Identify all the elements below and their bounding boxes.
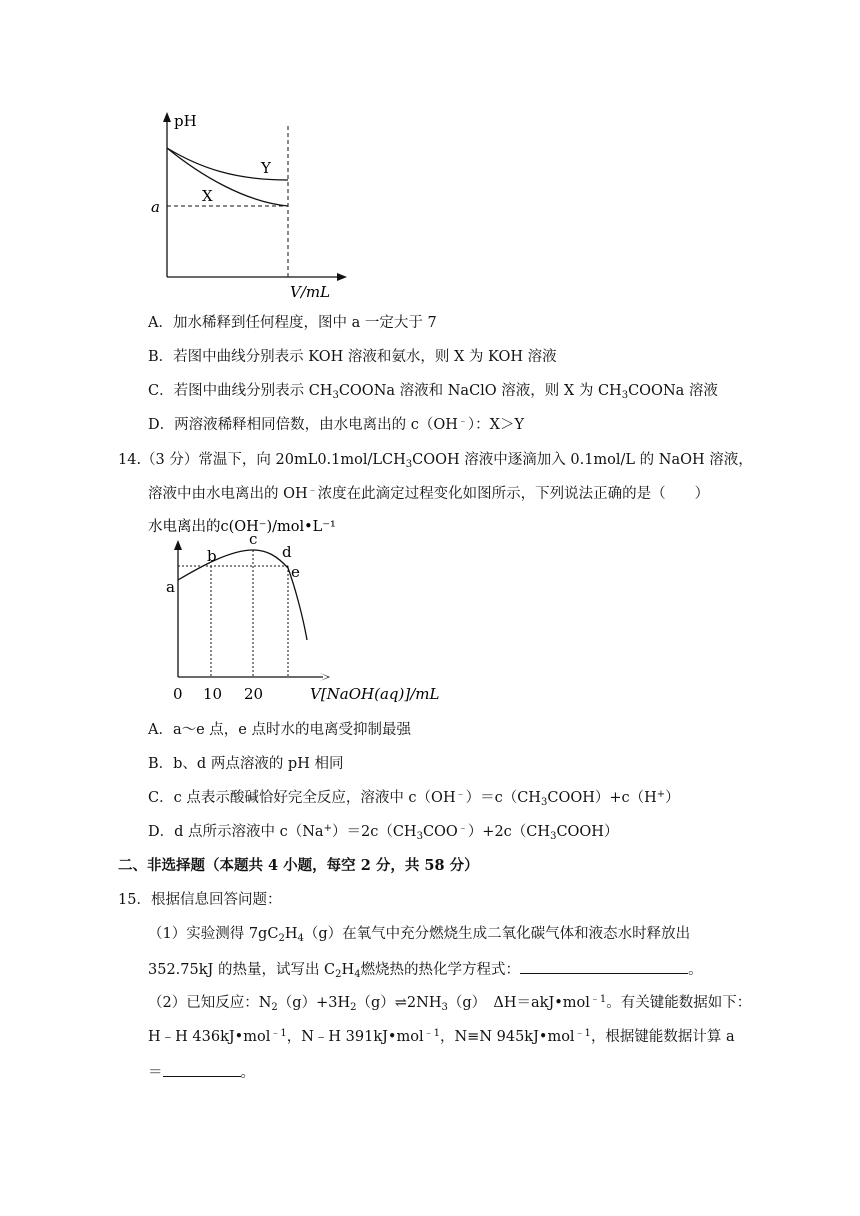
curve-x [167,148,288,206]
q15-part2-line3 [148,1064,255,1081]
x-axis-label: V/mL [290,283,331,301]
q13-option-a: A．加水稀释到任何程度，图中 a 一定大于 7 [148,315,437,331]
q15-p2-text8: ，N≡N 945kJ•mol [439,1029,575,1045]
q15-p1-end: 。 [688,962,703,978]
q15-p2-text6: H﹣H 436kJ•mol [148,1029,271,1045]
superscript: + [656,789,666,800]
q13-d-text1: D．两溶液稀释相同倍数，由水电离出的 c（OH [148,417,458,433]
q15-part1-line2 [148,961,703,978]
superscript: ﹣1 [423,1028,440,1039]
q14-stem-text3: 溶液中由水电离出的 OH [148,486,308,502]
q15-p1-text4: 352.75kJ 的热量，试写出 C [148,962,336,978]
subscript: 3 [441,1002,448,1013]
q15-p1-text6: 燃烧热的热化学方程式： [360,962,521,978]
q13-option-b: B．若图中曲线分别表示 KOH 溶液和氨水，则 X 为 KOH 溶液 [148,349,557,365]
graph-title: 水电离出的c(OH⁻)/mol•L⁻¹ [148,519,336,535]
point-d-label: d [282,543,292,561]
subscript: 3 [416,831,423,842]
q15-p2-text3: （g）⇌2NH [356,995,442,1011]
q15-p2-text10: ＝ [148,1065,163,1081]
superscript: + [323,823,332,834]
point-b-label: b [207,547,217,565]
subscript: 2 [335,969,342,980]
section-title: 二、非选择题（本题共 4 小题，每空 2 分，共 58 分） [118,857,479,874]
q15-p1-text2: H [284,926,298,942]
q13-c-text1: C．若图中曲线分别表示 CH [148,383,333,399]
tick-10: 10 [203,685,223,703]
superscript: ﹣1 [589,994,607,1005]
curve-y-label: Y [261,159,271,177]
water-ionization-graph [145,512,445,707]
q13-d-text2: ）：X＞Y [467,417,525,433]
answer-blank-equation[interactable] [520,961,688,974]
superscript: ﹣ [457,416,468,427]
tick-20: 20 [244,685,264,703]
subscript: 2 [271,1002,278,1013]
q15-p2-text2: （g）+3H [277,995,351,1011]
q14-d-text5: COOH） [556,824,619,840]
subscript: 3 [405,459,413,470]
subscript: 3 [332,390,339,401]
answer-blank-a[interactable] [163,1064,241,1077]
x-axis-arrow [337,273,347,281]
q15-p2-text5: 。有关键能数据如下： [606,995,752,1011]
q15-p2-text1: （2）已知反应：N [148,995,272,1011]
q14-stem-text4: 浓度在此滴定过程变化如图所示，下列说法正确的是（ ） [317,486,710,502]
y-axis-label: pH [174,112,197,130]
q13-option-c [148,384,718,399]
superscript: ﹣ [307,485,318,496]
superscript: ﹣1 [574,1028,591,1039]
q14-c-text2: ）＝c（CH [465,790,541,806]
q14-stem-text2: COOH 溶液中逐滴加入 0.1mol/L 的 NaOH 溶液， [412,452,753,468]
q15-p1-text5: H [341,962,355,978]
q14-c-text3: COOH）+c（H [547,790,657,806]
q13-c-text3: COONa 溶液 [628,383,718,399]
superscript: ﹣1 [270,1028,287,1039]
curve-x-label: X [202,187,213,205]
x-axis-label: V[NaOH(aq)]/mL [310,685,440,703]
y-axis-arrow [174,540,182,550]
q14-option-a: A．a～e 点，e 点时水的电离受抑制最强 [148,722,411,738]
point-c-label: c [249,530,258,548]
q13-option-d [148,418,524,433]
subscript: 4 [297,933,304,944]
ph-dilution-graph [140,110,360,305]
q14-d-text4: ）+2c（CH [467,824,551,840]
q14-d-text3: COO [422,824,458,840]
q14-stem-text1: 14.（3 分）常温下，向 20mL0.1mol/LCH [118,452,406,468]
q15-p1-text3: （g）在氧气中充分燃烧生成二氧化碳气体和液态水时释放出 [303,926,691,942]
q15-stem: 15．根据信息回答问题： [118,892,282,908]
q15-p2-text9: ，根据键能数据计算 a [590,1029,735,1045]
q15-p2-end: 。 [240,1065,255,1081]
q14-option-b: B．b、d 两点溶液的 pH 相同 [148,756,344,772]
subscript: 4 [354,969,361,980]
point-a-label: a [166,578,175,596]
subscript: 2 [278,933,285,944]
q15-p1-text1: （1）实验测得 7gC [148,926,279,942]
y-axis-arrow [163,112,171,122]
q14-c-text4: ） [665,790,680,806]
q15-part2-line2 [148,1030,735,1045]
level-a-label: a [151,198,160,216]
q14-c-text1: C．c 点表示酸碱恰好完全反应，溶液中 c（OH [148,790,456,806]
q14-d-text1: D．d 点所示溶液中 c（Na [148,824,324,840]
q14-stem-line1 [118,453,753,468]
q14-stem-line2 [148,487,709,502]
q15-part2-line1 [148,996,751,1011]
q15-p2-text4: （g） ΔH＝akJ•mol [447,995,590,1011]
subscript: 3 [540,797,548,808]
q15-p2-text7: ，N﹣H 391kJ•mol [286,1029,424,1045]
q14-d-text2: ）＝2c（CH [331,824,417,840]
point-e-label: e [291,563,300,581]
tick-0: 0 [173,685,183,703]
q14-option-d [148,825,618,840]
subscript: 2 [350,1002,357,1013]
superscript: ﹣ [455,789,466,800]
superscript: ﹣ [457,823,468,834]
subscript: 3 [621,390,629,401]
q15-part1-line1 [148,927,690,942]
q13-c-text2: COONa 溶液和 NaClO 溶液，则 X 为 CH [338,383,622,399]
subscript: 3 [550,831,557,842]
q14-option-c [148,791,680,806]
